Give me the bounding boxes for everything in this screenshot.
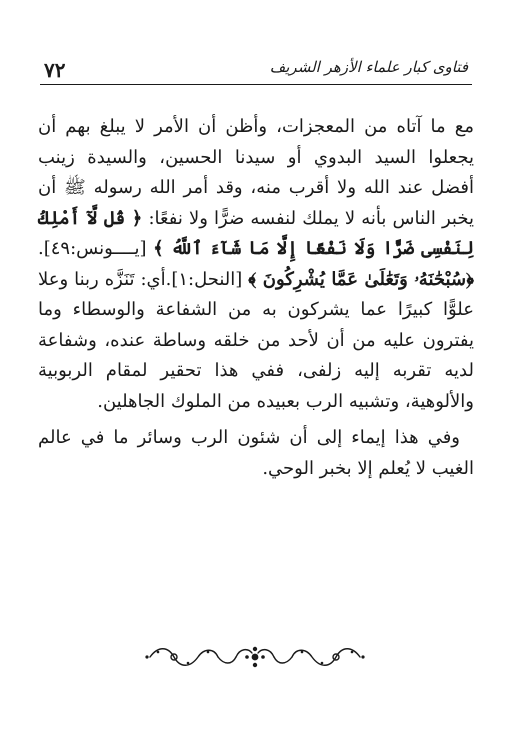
paragraph-1-sentence-2: أي: تَنَزَّه ربنا وعلا علوًّا كبيرًا عما يشركون به من الشفاعة والوسطاء وما يفترون عليه من أن لأحد من خلقه وساطة عنده، وشفاعة لديه تقربه إليه زلفى، ففي هذا تحقير لمقام الربوبية والألوهية، وتشبيه الرب بعبيده من الملوك الجاهلين. [38,268,474,412]
page-header [40,52,472,92]
verse-reference-2: [النحل:١]. [165,268,249,290]
quran-verse-2: ﴿سُبْحَٰنَهُۥ وَتَعَٰلَىٰ عَمَّا يُشْرِكُونَ ﴾ [248,268,474,290]
page-number: ٧٢ [44,58,66,82]
header-rule [40,84,472,85]
verse-reference-1: [يــــونس:٤٩]. [38,238,154,259]
paragraph-1 [38,112,474,417]
paragraph-1-sentence-1: مع ما آتاه من المعجزات، وأظن أن الأمر لا يبلغ بهم أن يجعلوا السيد البدوي أو سيدنا الحسين، والسيدة زينب أفضل عند الله ولا أقرب منه، وقد أمر الله رسوله ﷺ أن يخبر الناس بأنه لا يملك لنفسه ضرًّا ولا نفعًا: [38,116,474,229]
running-title: فتاوى كبار علماء الأزهر الشريف [269,58,468,76]
end-ornament-icon [144,640,366,674]
quran-verse-1: ﴿ قُل لَّآ أَمْلِكُ لِنَفْسِى ضَرًّا وَلَا نَفْعًا إِلَّا مَا شَآءَ ٱللَّهُ ﴾ [38,207,475,259]
paragraph-2: وفي هذا إيماء إلى أن شئون الرب وسائر ما في عالم الغيب لا يُعلم إلا بخبر الوحي. [38,427,474,479]
body-text [38,112,474,484]
